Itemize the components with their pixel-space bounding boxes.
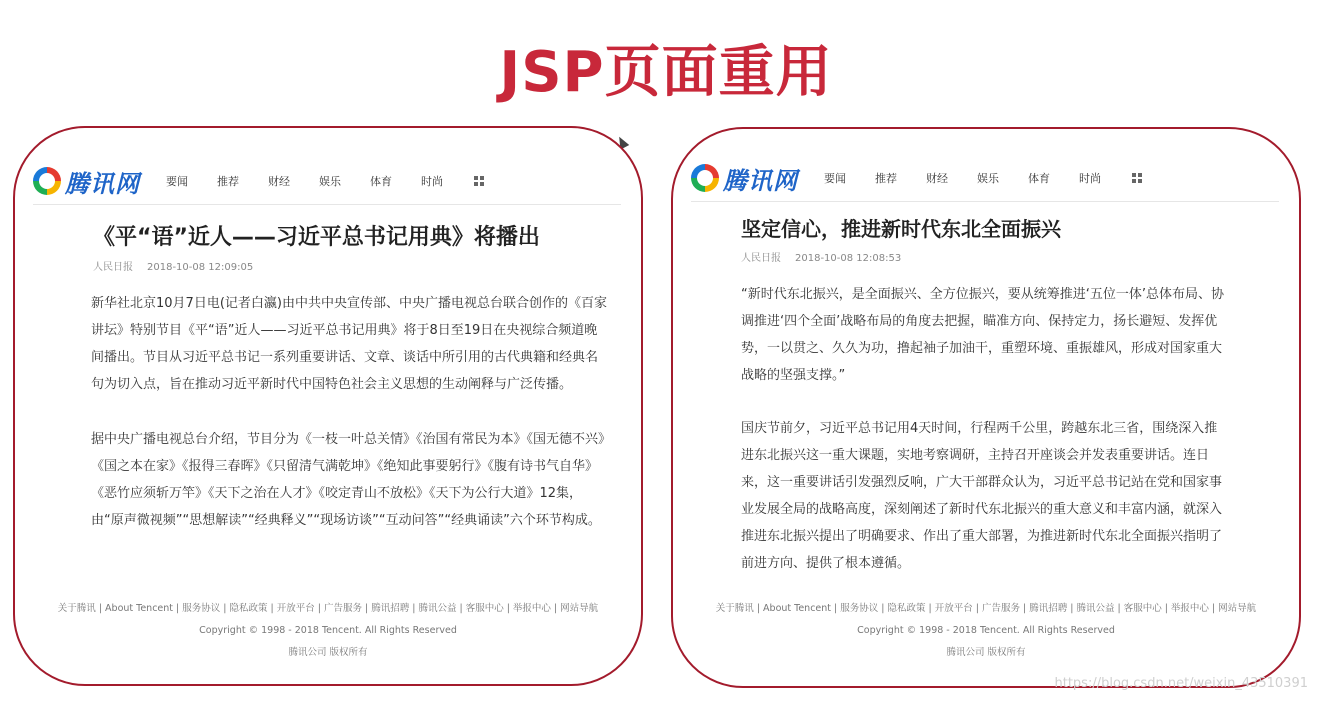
site-nav — [33, 158, 621, 205]
article-body — [741, 281, 1229, 577]
article-headline: 坚定信心，推进新时代东北全面振兴 — [741, 217, 1061, 241]
article-source[interactable]: 人民日报 — [93, 262, 133, 273]
footer-copyright: Copyright © 1998 - 2018 Tencent. All Rights Reserved — [857, 625, 1115, 636]
article-time: 2018-10-08 12:08:53 — [795, 253, 902, 264]
nav-item-news[interactable]: 要闻 — [824, 172, 846, 185]
nav-item-news[interactable]: 要闻 — [166, 175, 188, 188]
nav-item-sports[interactable]: 体育 — [370, 175, 392, 188]
tencent-logo-icon — [33, 167, 61, 195]
blog-watermark: https://blog.csdn.net/weixin_43510391 — [1054, 676, 1308, 691]
article-paragraph: “新时代东北振兴，是全面振兴、全方位振兴，要从统筹推进‘五位一体’总体布局、协调推进‘四个全面’战略布局的角度去把握，瞄准方向、保持定力，扬长避短、发挥优势，一以贯之、久久为功，撸起袖子加油干，重塑环境、重振雄风，形成对国家重大战略的坚强支撑。” — [741, 287, 1225, 383]
nav-item-fashion[interactable]: 时尚 — [1079, 172, 1101, 185]
nav-item-finance[interactable]: 财经 — [268, 175, 290, 188]
nav-item-entertainment[interactable]: 娱乐 — [319, 175, 341, 188]
article-headline: 《平“语”近人——习近平总书记用典》将播出 — [93, 225, 540, 250]
nav-item-fashion[interactable]: 时尚 — [421, 175, 443, 188]
tencent-logo-icon — [691, 164, 719, 192]
footer-company: 腾讯公司 版权所有 — [946, 647, 1026, 658]
article-body — [91, 290, 607, 534]
article-source[interactable]: 人民日报 — [741, 253, 781, 264]
nav-item-recommend[interactable]: 推荐 — [875, 172, 897, 185]
logo-text: 腾讯网 — [723, 165, 798, 195]
footer-company: 腾讯公司 版权所有 — [288, 647, 368, 658]
site-nav — [691, 155, 1279, 202]
article-paragraph: 新华社北京10月7日电(记者白瀛)由中共中央宣传部、中央广播电视总台联合创作的《百家讲坛》特别节目《平“语”近人——习近平总书记用典》将于8日至19日在央视综合频道晚间播出。节目从习近平总书记一系列重要讲话、文章、谈话中所引用的古代典籍和经典名句为切入点，旨在推动习近平新时代中国特色社会主义思想的生动阐释与广泛传播。 — [91, 296, 607, 392]
article-meta — [93, 258, 253, 273]
article-paragraph: 国庆节前夕，习近平总书记用4天时间，行程两千公里，跨越东北三省，围绕深入推进东北振兴这一重大课题，实地考察调研，主持召开座谈会并发表重要讲话。连日来，这一重要讲话引发强烈反响，广大干部群众认为，习近平总书记站在党和国家事业发展全局的战略高度，深刻阐述了新时代东北振兴的重大意义和丰富内涵，就深入推进东北振兴提出了明确要求、作出了重大部署，为推进新时代东北全面振兴指明了前进方向、提供了根本遵循。 — [741, 421, 1223, 571]
tencent-logo[interactable] — [33, 164, 140, 199]
footer-copyright: Copyright © 1998 - 2018 Tencent. All Rights Reserved — [199, 625, 457, 636]
logo-text: 腾讯网 — [65, 168, 140, 198]
site-footer — [673, 598, 1299, 664]
footer-links[interactable]: 关于腾讯 | About Tencent | 服务协议 | 隐私政策 | 开放平台 | 广告服务 | 腾讯招聘 | 腾讯公益 | 客服中心 | 举报中心 | 网站导航 — [715, 603, 1257, 614]
left-article-screenshot — [13, 126, 643, 686]
article-meta — [741, 249, 901, 264]
nav-item-finance[interactable]: 财经 — [926, 172, 948, 185]
article-paragraph: 据中央广播电视总台介绍，节目分为《一枝一叶总关情》《治国有常民为本》《国无德不兴》《国之本在家》《报得三春晖》《只留清气满乾坤》《绝知此事要躬行》《腹有诗书气自华》《恶竹应须斩万竿》《天下之治在人才》《咬定青山不放松》《天下为公行大道》12集，由“原声微视频”“思想解读”“经典释义”“现场访谈”“互动问答”“经典诵读”六个环节构成。 — [91, 432, 605, 528]
nav-item-sports[interactable]: 体育 — [1028, 172, 1050, 185]
site-footer — [15, 598, 641, 664]
slide-title: JSP页面重用 — [499, 40, 833, 105]
footer-links[interactable]: 关于腾讯 | About Tencent | 服务协议 | 隐私政策 | 开放平台 | 广告服务 | 腾讯招聘 | 腾讯公益 | 客服中心 | 举报中心 | 网站导航 — [57, 603, 599, 614]
article-time: 2018-10-08 12:09:05 — [147, 262, 254, 273]
nav-item-entertainment[interactable]: 娱乐 — [977, 172, 999, 185]
right-article-screenshot — [671, 127, 1301, 688]
grid-menu-icon[interactable] — [474, 176, 484, 186]
nav-item-recommend[interactable]: 推荐 — [217, 175, 239, 188]
grid-menu-icon[interactable] — [1132, 173, 1142, 183]
tencent-logo[interactable] — [691, 161, 798, 196]
